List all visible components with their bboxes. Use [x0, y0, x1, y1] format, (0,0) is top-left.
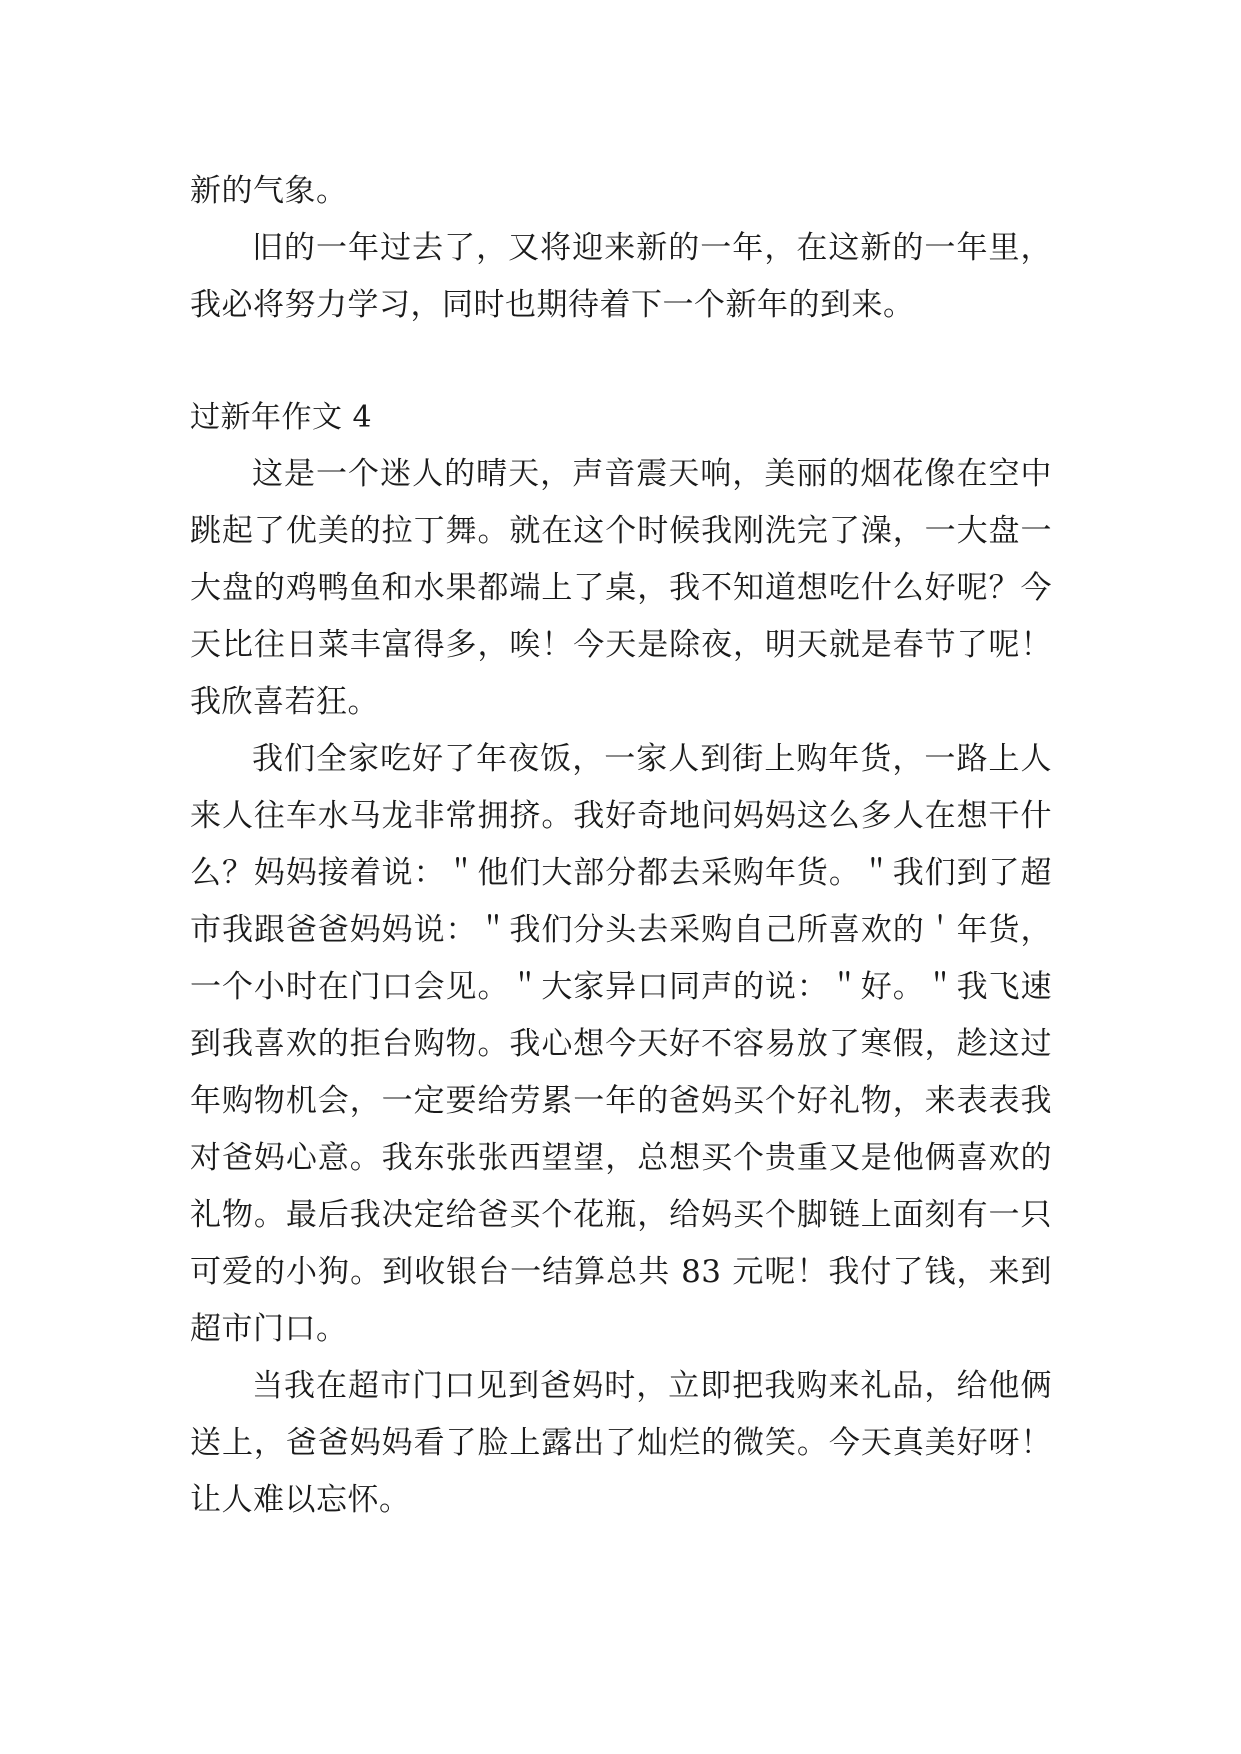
paragraph-gifts: 当我在超市门口见到爸妈时，立即把我购来礼品，给他俩送上，爸爸妈妈看了脸上露出了灿烂的微笑。今天真美好呀！让人难以忘怀。 [190, 1368, 1052, 1518]
paragraph-shopping: 我们全家吃好了年夜饭，一家人到街上购年货，一路上人来人往车水马龙非常拥挤。我好奇地问妈妈这么多人在想干什么？妈妈接着说：＂他们大部分都去采购年货。＂我们到了超市我跟爸爸妈妈说：＂我们分头去采购自己所喜欢的＇年货，一个小时在门口会见。＂大家异口同声的说：＂好。＂我飞速到我喜欢的拒台购物。我心想今天好不容易放了寒假，趁这过年购物机会，一定要给劳累一年的爸妈买个好礼物，来表表我对爸妈心意。我东张张西望望，总想买个贵重又是他俩喜欢的礼物。最后我决定给爸买个花瓶，给妈买个脚链上面刻有一只可爱的小狗。到收银台一结算总共 83 元呢！我付了钱，来到超市门口。 [190, 741, 1052, 1347]
section-title: 过新年作文 4 [190, 400, 373, 435]
paragraph-new-year-eve: 这是一个迷人的晴天，声音震天响，美丽的烟花像在空中跳起了优美的拉丁舞。就在这个时候我刚洗完了澡，一大盘一大盘的鸡鸭鱼和水果都端上了桌，我不知道想吃什么好呢？今天比往日菜丰富得多，唉！今天是除夜，明天就是春节了呢！我欣喜若狂。 [190, 456, 1052, 720]
paragraph-new-year-resolution: 旧的一年过去了，又将迎来新的一年，在这新的一年里，我必将努力学习，同时也期待着下一个新年的到来。 [190, 230, 1052, 323]
text-column [190, 163, 1052, 1529]
paragraph-continued: 新的气象。 [190, 173, 348, 209]
